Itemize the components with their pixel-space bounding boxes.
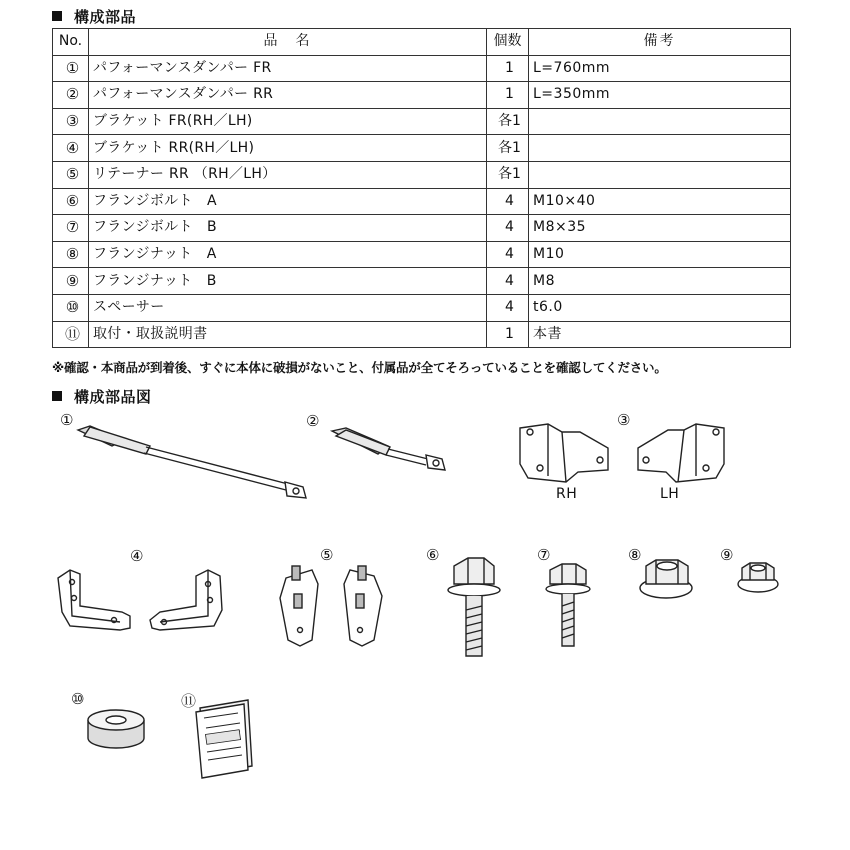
cell-qty: 4: [487, 215, 529, 242]
bracket-fr-lh-drawing: [638, 424, 724, 482]
flange-bolt-b-drawing: [546, 564, 590, 646]
cell-no: ④: [53, 135, 89, 162]
cell-no: ①: [53, 55, 89, 82]
figure-label-11: ⑪: [181, 692, 197, 710]
figure-label-6: ⑥: [426, 546, 440, 564]
cell-name: フランジナット B: [89, 268, 487, 295]
figure-label-3: ③: [617, 411, 631, 429]
flange-nut-b-drawing: [738, 563, 778, 592]
cell-no: ⑧: [53, 241, 89, 268]
header-note: 備考: [529, 29, 791, 56]
cell-name: リテーナー RR （RH／LH）: [89, 161, 487, 188]
cell-name: ブラケット RR(RH／LH): [89, 135, 487, 162]
cell-note: M8×35: [529, 215, 791, 242]
cell-name: 取付・取扱説明書: [89, 321, 487, 348]
figure-label-8: ⑧: [628, 546, 642, 564]
damper-rr-drawing: [332, 428, 445, 470]
flange-nut-a-drawing: [640, 560, 692, 598]
cell-qty: 1: [487, 321, 529, 348]
cell-qty: 4: [487, 294, 529, 321]
section-title: 構成部品: [74, 8, 137, 26]
cell-qty: 1: [487, 55, 529, 82]
cell-qty: 4: [487, 268, 529, 295]
cell-note: M10×40: [529, 188, 791, 215]
figure-label-10: ⑩: [71, 690, 85, 708]
section-title: 構成部品図: [74, 388, 152, 406]
cell-no: ⑤: [53, 161, 89, 188]
cell-name: フランジナット A: [89, 241, 487, 268]
cell-name: パフォーマンスダンパー FR: [89, 55, 487, 82]
retainer-lh-drawing: [344, 566, 382, 646]
figure-label-1: ①: [60, 411, 74, 429]
cell-qty: 4: [487, 188, 529, 215]
cell-name: フランジボルト B: [89, 215, 487, 242]
cell-note: 本書: [529, 321, 791, 348]
bracket-rr-rh-drawing: [58, 570, 130, 630]
cell-name: フランジボルト A: [89, 188, 487, 215]
spacer-drawing: [88, 710, 144, 748]
cell-qty: 各1: [487, 108, 529, 135]
cell-note: L=350mm: [529, 82, 791, 109]
figure-label-7: ⑦: [537, 546, 551, 564]
cell-note: t6.0: [529, 294, 791, 321]
manual-drawing: [196, 700, 252, 778]
cell-qty: 各1: [487, 135, 529, 162]
bracket-fr-rh-drawing: [520, 424, 608, 482]
cell-no: ⑦: [53, 215, 89, 242]
cell-no: ②: [53, 82, 89, 109]
figure-label-9: ⑨: [720, 546, 734, 564]
cell-note: M8: [529, 268, 791, 295]
cell-no: ⑪: [53, 321, 89, 348]
cell-name: ブラケット FR(RH／LH): [89, 108, 487, 135]
figure-label-4: ④: [130, 547, 144, 565]
header-name: 品 名: [89, 29, 487, 56]
cell-qty: 各1: [487, 161, 529, 188]
cell-note: L=760mm: [529, 55, 791, 82]
header-qty: 個数: [487, 29, 529, 56]
figure-label-2: ②: [306, 412, 320, 430]
damper-fr-drawing: [78, 426, 306, 498]
cell-note: M10: [529, 241, 791, 268]
cell-no: ⑩: [53, 294, 89, 321]
cell-no: ⑨: [53, 268, 89, 295]
bracket-rr-lh-drawing: [150, 570, 222, 630]
confirmation-notice: ※確認・本商品が到着後、すぐに本体に破損がないこと、付属品が全てそろっていることを確認してください。: [52, 360, 667, 375]
cell-no: ⑥: [53, 188, 89, 215]
retainer-rh-drawing: [280, 566, 318, 646]
cell-qty: 1: [487, 82, 529, 109]
header-no: No.: [53, 29, 89, 56]
flange-bolt-a-drawing: [448, 558, 500, 656]
cell-name: スペーサー: [89, 294, 487, 321]
cell-no: ③: [53, 108, 89, 135]
cell-name: パフォーマンスダンパー RR: [89, 82, 487, 109]
figure-label-5: ⑤: [320, 546, 334, 564]
figure-label-lh: LH: [660, 486, 680, 502]
figure-label-rh: RH: [556, 486, 578, 502]
cell-qty: 4: [487, 241, 529, 268]
